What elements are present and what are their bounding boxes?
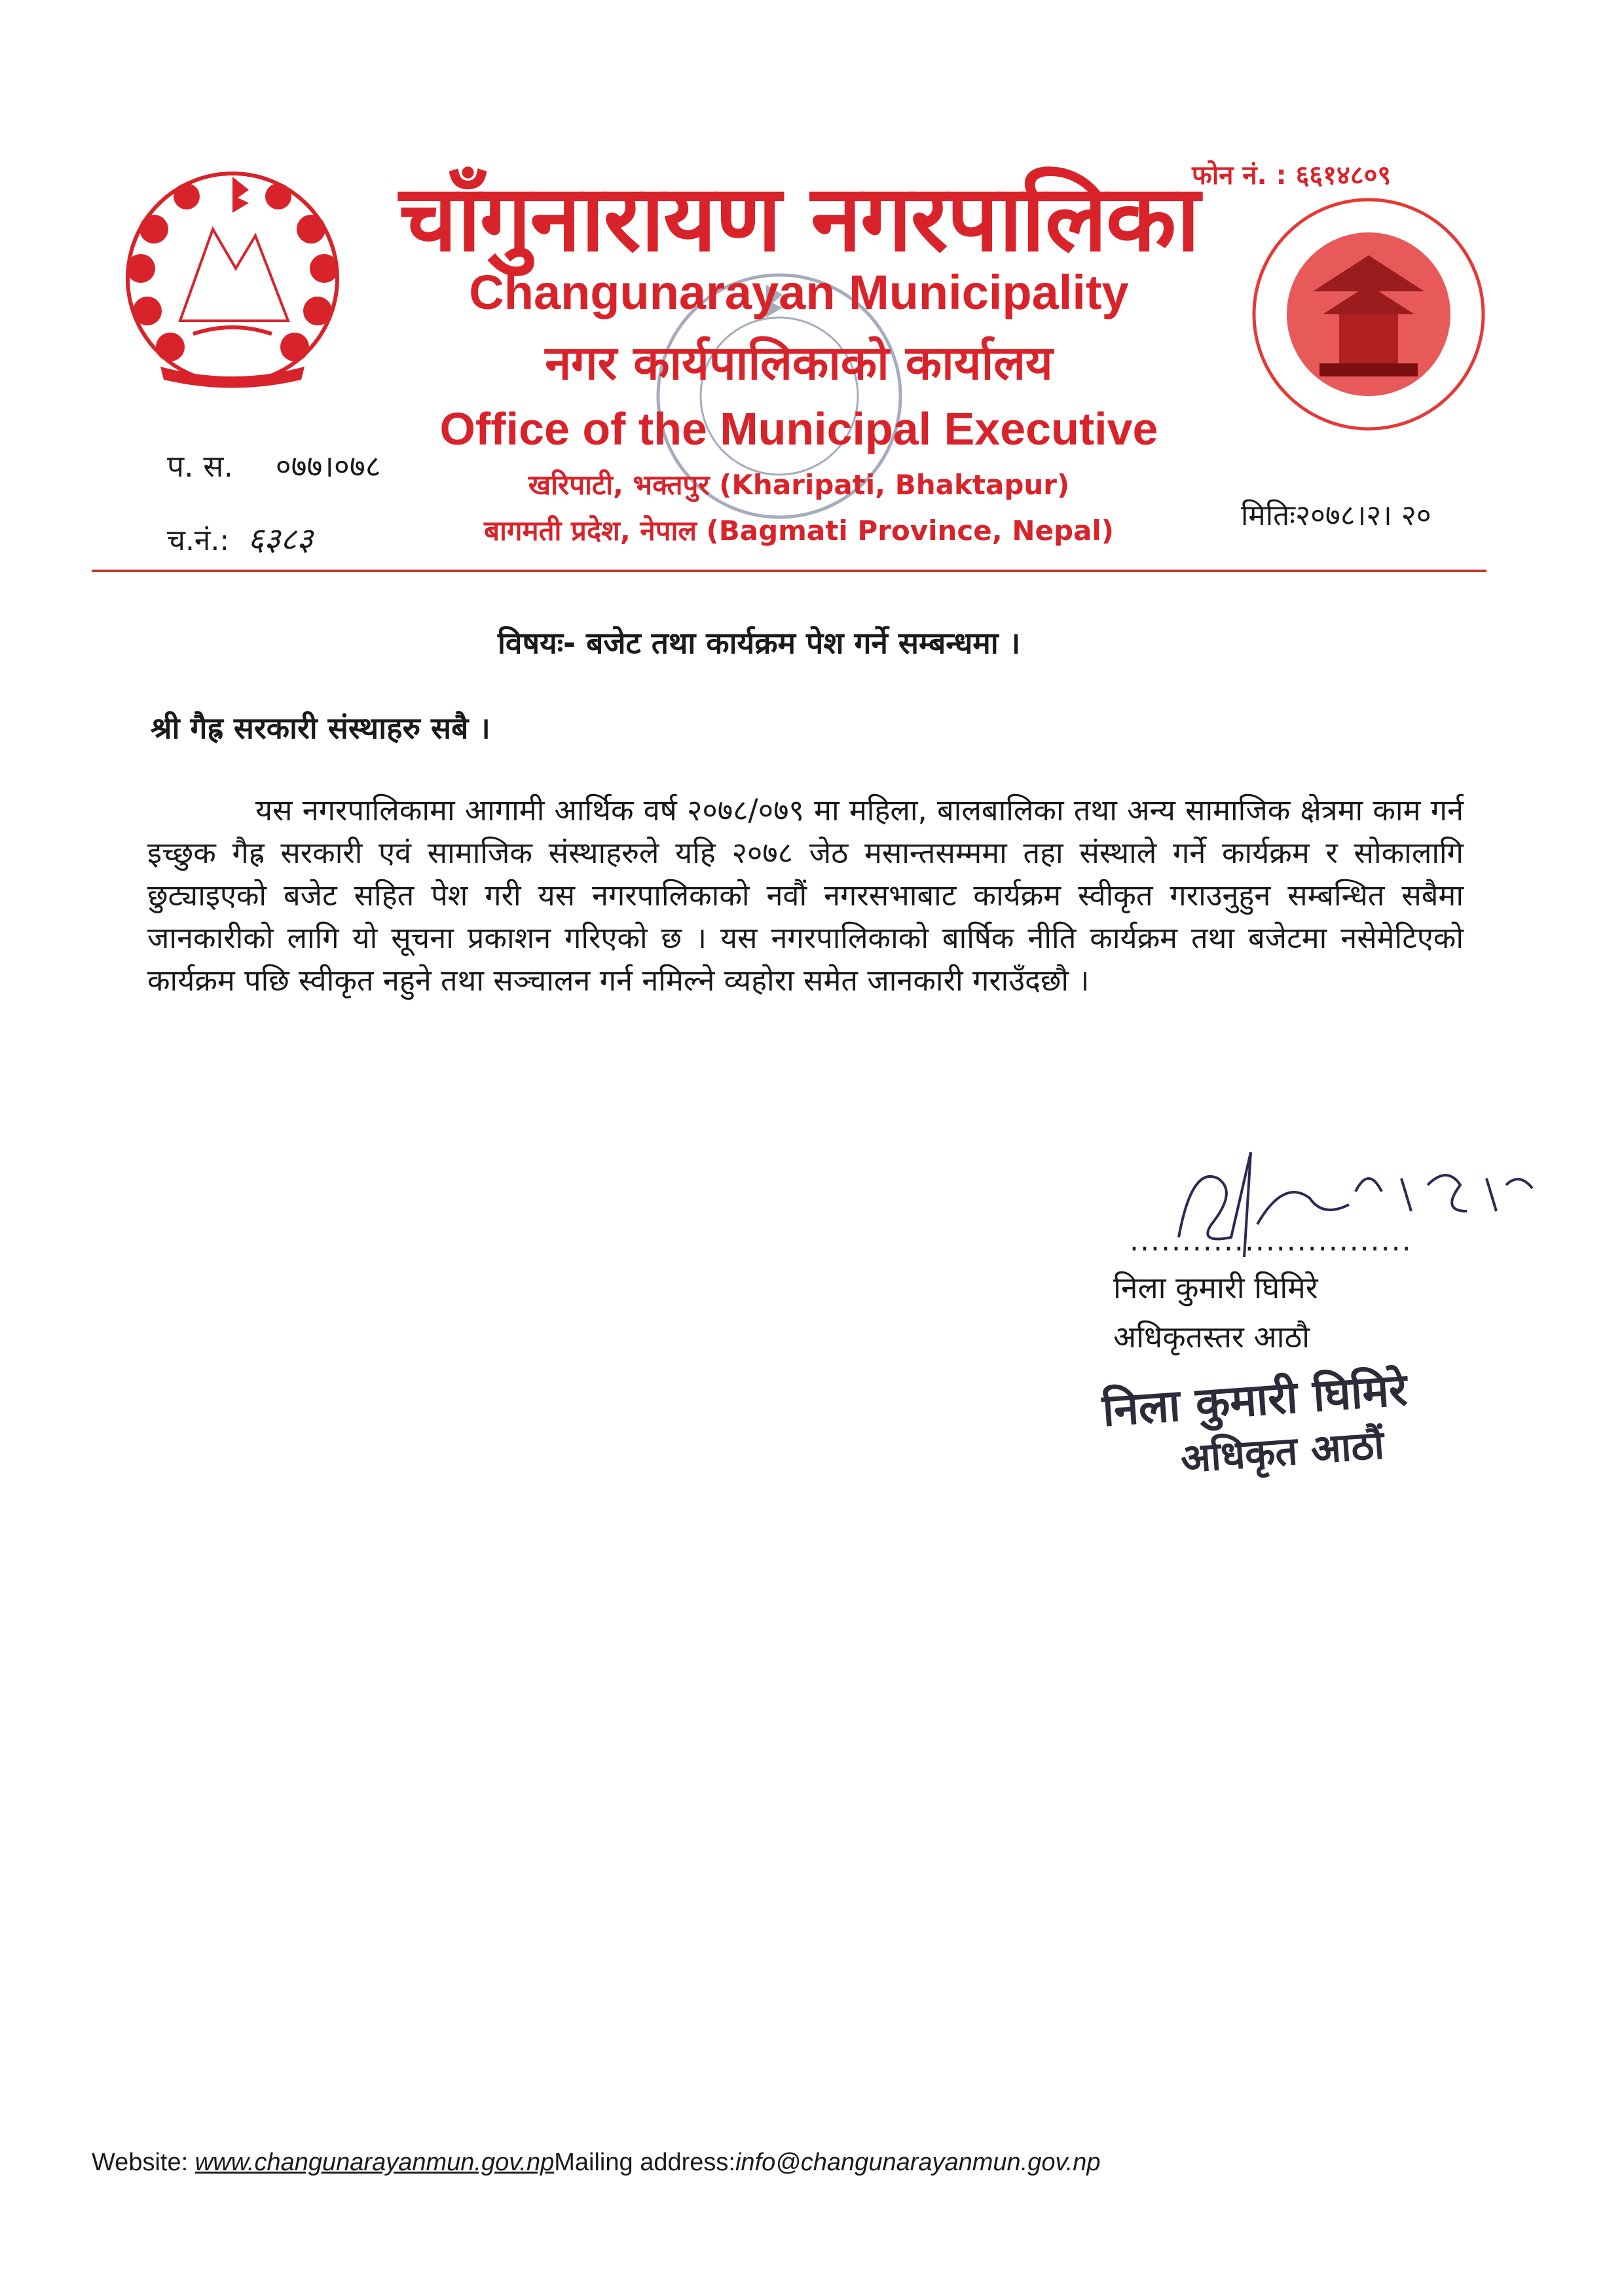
stamp-signatory-name: निला कुमारी घिमिरे bbox=[1100, 1364, 1409, 1437]
letter-date: मितिः२०७८।२। २० bbox=[1241, 499, 1431, 532]
signature-dotted-line: ........................... bbox=[1130, 1224, 1412, 1258]
nepal-emblem-icon bbox=[115, 157, 350, 399]
address-line-1: खरिपाटी, भक्तपुर (Kharipati, Bhaktapur) bbox=[528, 469, 1070, 501]
office-title-nepali: नगर कार्यपालिकाको कार्यालय bbox=[545, 335, 1053, 390]
signatory-name: निला कुमारी घिमिरे bbox=[1113, 1270, 1318, 1305]
reference-cn bbox=[167, 517, 313, 560]
reference-ps bbox=[167, 445, 381, 486]
office-title-english: Office of the Municipal Executive bbox=[439, 403, 1158, 454]
ps-value: ०७७।०७८ bbox=[275, 448, 381, 484]
letter-subject: विषयः- बजेट तथा कार्यक्रम पेश गर्ने सम्बन्धमा । bbox=[498, 625, 1021, 661]
municipality-seal-icon bbox=[1247, 193, 1490, 435]
mail-address[interactable]: info@changunarayanmun.gov.np bbox=[735, 2149, 1101, 2176]
ps-label: प. स. bbox=[167, 448, 234, 484]
letter-addressee: श्री गैह्र सरकारी संस्थाहरु सबै । bbox=[151, 710, 490, 746]
website-label: Website: bbox=[92, 2149, 195, 2176]
letter-body: यस नगरपालिकामा आगामी आर्थिक वर्ष २०७८/०७९ मा महिला, बालबालिका तथा अन्य सामाजिक क्षेत्रमा काम गर्न इच्छुक गैह्र सरकारी एवं सामाजिक संस्थाहरुले यहि २०७८ जेठ मसान्तसम्ममा तहा संस्थाले गर्ने कार्यक्रम र सोकालागि छुट्याइएको बजेट सहित पेश गरी यस नगरपालिकाको नवौं नगरसभाबाट कार्यक्रम स्वीकृत गराउनुहुन सम्बन्धित सबैमा जानकारीको लागि यो सूचना प्रकाशन गरिएको छ । यस नगरपालिकाको बार्षिक नीति कार्यक्रम तथा बजेटमा नसेमेटिएको कार्यक्रम पछि स्वीकृत नहुने तथा सञ्चालन गर्न नमिल्ने व्यहोरा समेत जानकारी गराउँदछौ । bbox=[147, 793, 1464, 998]
municipality-title-nepali: चाँगुनारायण नगरपालिका bbox=[399, 166, 1199, 272]
page-footer bbox=[92, 2149, 1101, 2177]
stamp-signatory-post: अधिकृत आठौं bbox=[1179, 1422, 1386, 1482]
website-link[interactable]: www.changunarayanmun.gov.np bbox=[194, 2149, 555, 2176]
mail-label: Mailing address: bbox=[554, 2149, 735, 2176]
phone-number: फोन नं. : ६६१४८०९ bbox=[1192, 160, 1392, 191]
cn-label: च.नं.: bbox=[167, 524, 230, 557]
cn-value: ६३८३ bbox=[248, 521, 314, 558]
header-divider bbox=[92, 570, 1486, 572]
address-line-2: बागमती प्रदेश, नेपाल (Bagmati Province, Nepal) bbox=[484, 515, 1114, 547]
municipality-title-english: Changunarayan Municipality bbox=[469, 265, 1129, 319]
signatory-post: अधिकृतस्तर आठौ bbox=[1113, 1319, 1310, 1355]
